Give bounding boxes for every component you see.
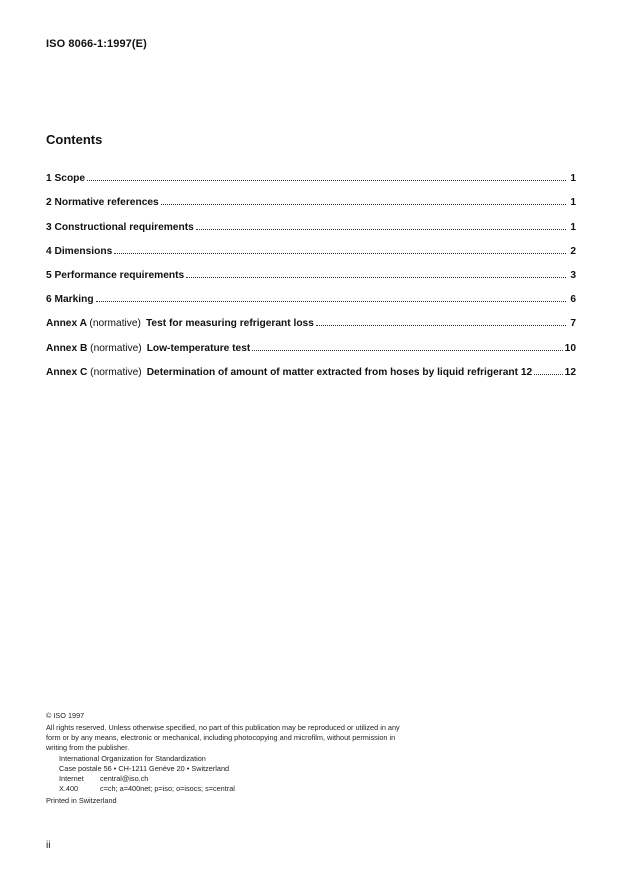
toc-entry-constructional-requirements[interactable] <box>46 208 576 232</box>
org-postal-address: Case postale 56 • CH-1211 Genève 20 • Switzerland <box>59 764 230 773</box>
printed-in: Printed in Switzerland <box>46 796 117 805</box>
annex-title: Determination of amount of matter extracted from hoses by liquid refrigerant 12 <box>146 366 533 378</box>
annex-id: Annex B <box>46 342 88 354</box>
toc-entry-annex-c[interactable] <box>46 354 576 378</box>
standard-header: ISO 8066-1:1997(E) <box>46 38 147 50</box>
internet-label: Internet <box>59 774 84 783</box>
internet-value: central@iso.ch <box>100 774 149 783</box>
toc-annex-label <box>46 318 314 329</box>
toc-entry-page: 1 <box>570 173 576 185</box>
dot-leader <box>196 229 566 230</box>
annex-id: Annex A <box>46 318 87 330</box>
x400-row <box>59 784 406 794</box>
toc-entry-label: 6 Marking <box>46 294 94 306</box>
dot-leader <box>114 253 566 254</box>
annex-title: Low-temperature test <box>146 342 251 354</box>
dot-leader <box>252 350 562 351</box>
page-number: ii <box>46 840 51 851</box>
toc-entry-annex-b[interactable] <box>46 329 576 353</box>
annex-title: Test for measuring refrigerant loss <box>145 318 314 330</box>
rights-notice: All rights reserved. Unless otherwise specified, no part of this publication may be reproduced or utilized in any form or by any means, electronic or mechanical, including photocopying and microfilm, without permission in writing from the publisher. <box>46 723 400 752</box>
toc-entry-page: 6 <box>570 294 576 306</box>
toc-entry-annex-a[interactable] <box>46 305 576 329</box>
toc-entry-page: 1 <box>570 197 576 209</box>
dot-leader <box>87 180 566 181</box>
dot-leader <box>186 277 566 278</box>
dot-leader <box>316 325 566 326</box>
toc-entry-dimensions[interactable] <box>46 233 576 257</box>
toc-entry-page: 12 <box>564 366 576 378</box>
toc-entry-label: 2 Normative references <box>46 197 159 209</box>
toc-entry-normative-references[interactable] <box>46 184 576 208</box>
toc-entry-scope[interactable] <box>46 160 576 184</box>
annex-kind: (normative) <box>90 342 142 354</box>
x400-value: c=ch; a=400net; p=iso; o=isocs; s=central <box>100 784 235 793</box>
copyright-footer <box>46 711 406 806</box>
toc-entry-label: 1 Scope <box>46 173 86 185</box>
toc-entry-label: 5 Performance requirements <box>46 269 185 281</box>
copyright-line: © ISO 1997 <box>46 711 85 720</box>
toc-annex-label <box>46 343 250 354</box>
dot-leader <box>96 301 566 302</box>
contents-title: Contents <box>46 132 103 147</box>
dot-leader <box>161 204 566 205</box>
annex-id: Annex C <box>46 366 88 378</box>
internet-row <box>59 774 406 784</box>
toc-entry-label: 4 Dimensions <box>46 245 113 257</box>
toc-entry-marking[interactable] <box>46 281 576 305</box>
x400-label: X.400 <box>59 784 79 793</box>
toc-entry-page: 7 <box>570 318 576 330</box>
org-name: International Organization for Standardization <box>59 754 206 763</box>
dot-leader <box>534 374 562 375</box>
toc-entry-performance-requirements[interactable] <box>46 257 576 281</box>
table-of-contents <box>46 160 576 378</box>
org-address-block <box>59 754 406 794</box>
toc-entry-page: 1 <box>570 221 576 233</box>
annex-kind: (normative) <box>89 318 141 330</box>
toc-entry-page: 3 <box>570 269 576 281</box>
toc-annex-label <box>46 367 532 378</box>
toc-entry-label: 3 Constructional requirements <box>46 221 194 233</box>
annex-kind: (normative) <box>90 366 142 378</box>
toc-entry-page: 2 <box>570 245 576 257</box>
toc-entry-page: 10 <box>564 342 576 354</box>
